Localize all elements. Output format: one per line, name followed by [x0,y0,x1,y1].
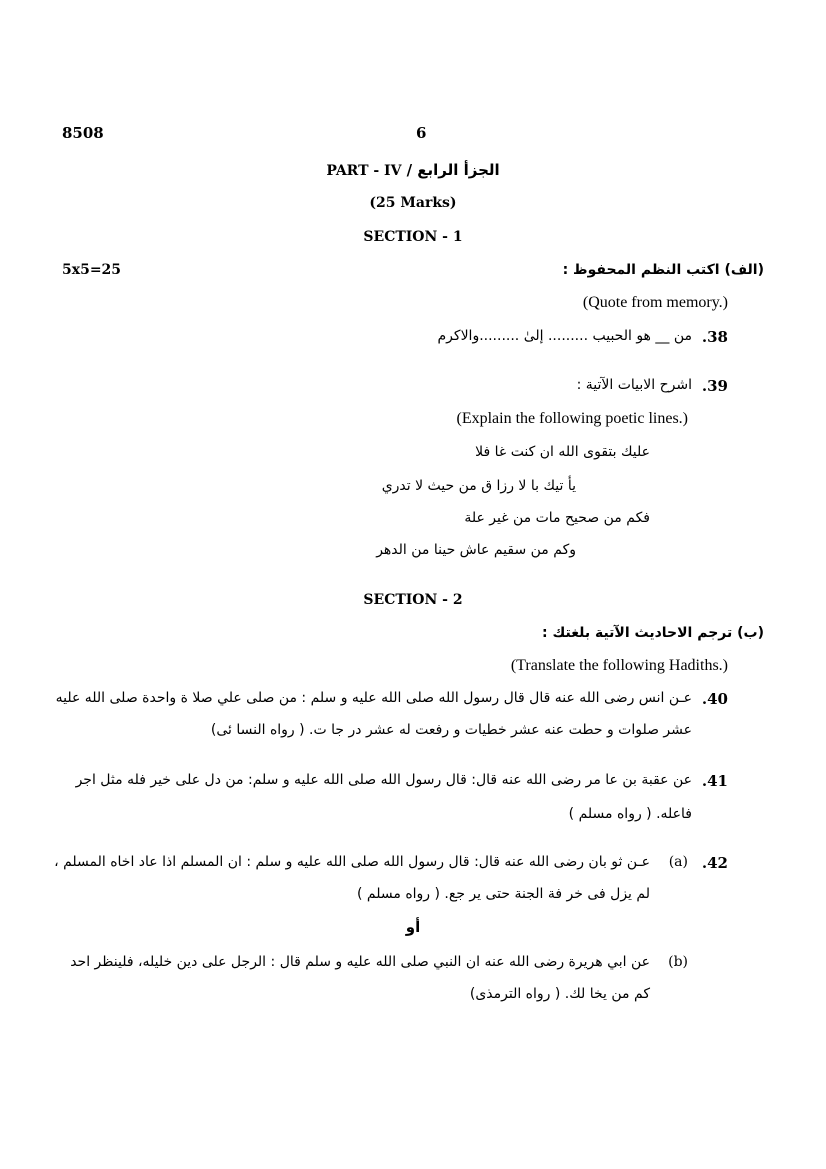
q41-line: عن عقبة بن عا مر رضى الله عنه قال: قال رسول الله صلى الله عليه و سلم: من دل على خير فله مثل اجر [75,772,692,788]
q41-number: .41 [701,772,728,790]
q42b-line: كم من يخا لك. ( رواه الترمذى) [469,986,650,1002]
q39-text-en: (Explain the following poetic lines.) [456,410,688,427]
q42a-line: عـن ثو بان رضى الله عنه قال: قال رسول الله صلى الله عليه و سلم : ان المسلم اذا عاد اخاه المسلم ، [54,854,650,870]
q42-number: .42 [701,854,728,872]
marks-label: (25 Marks) [369,195,457,211]
q42b-line: عن ابي هريرة رضى الله عنه ان النبي صلى الله عليه و سلم قال : الرجل على دين خليله، فلينظر احد [70,954,650,970]
q42a-line: لم يزل فى خر فة الجنة حتى ير جع. ( رواه مسلم ) [357,886,650,902]
q39-number: .39 [701,377,728,395]
section-1-heading: SECTION - 1 [363,229,463,245]
section-2-heading: SECTION - 2 [363,592,463,608]
q40-number: .40 [701,690,728,708]
q38-number: .38 [701,328,728,346]
page-number: 6 [416,124,427,142]
part-title-ar: الجزأ الرابع / [406,161,500,179]
poem-line: عليك بتقوى الله ان كنت غا فلا [475,444,650,460]
q41-line: فاعله. ( رواه مسلم ) [568,806,692,822]
q42b-label: (b) [668,954,688,970]
poem-line: فكم من صحيح مات من غير علة [464,510,650,526]
q39-text: اشرح الابيات الآتية : [576,377,692,393]
q40-line: عـن انس رضى الله عنه قال قال رسول الله صلى الله عليه و سلم : من صلى علي صلا ة واحدة صلى الله عليه [55,690,692,706]
poem-line: وكم من سقيم عاش حينا من الدهر [376,542,576,558]
q38-text: من __ هو الحبيب ......... إلىٰ .........والاكرم [437,328,692,344]
section-a-label-ar: (الف) اكتب النظم المحفوظ : [562,262,764,278]
part-title [0,160,826,179]
part-title-en: PART - IV [326,163,402,179]
paper-code: 8508 [62,124,104,142]
q40-line: عشر صلوات و حطت عنه عشر خطيات و رفعت له عشر در جا ت. ( رواه النسا ئى) [210,722,692,738]
section-b-label-ar: (ب) ترجم الاحاديث الآتية بلغتك : [541,625,764,641]
section-a-label-en: (Quote from memory.) [582,294,728,311]
or-label: أو [405,918,421,936]
q42a-label: (a) [668,854,688,870]
section-b-label-en: (Translate the following Hadiths.) [510,657,728,674]
score-label: 5x5=25 [62,262,122,278]
poem-line: يأ تيك با لا رزا ق من حيث لا تدري [381,478,576,494]
